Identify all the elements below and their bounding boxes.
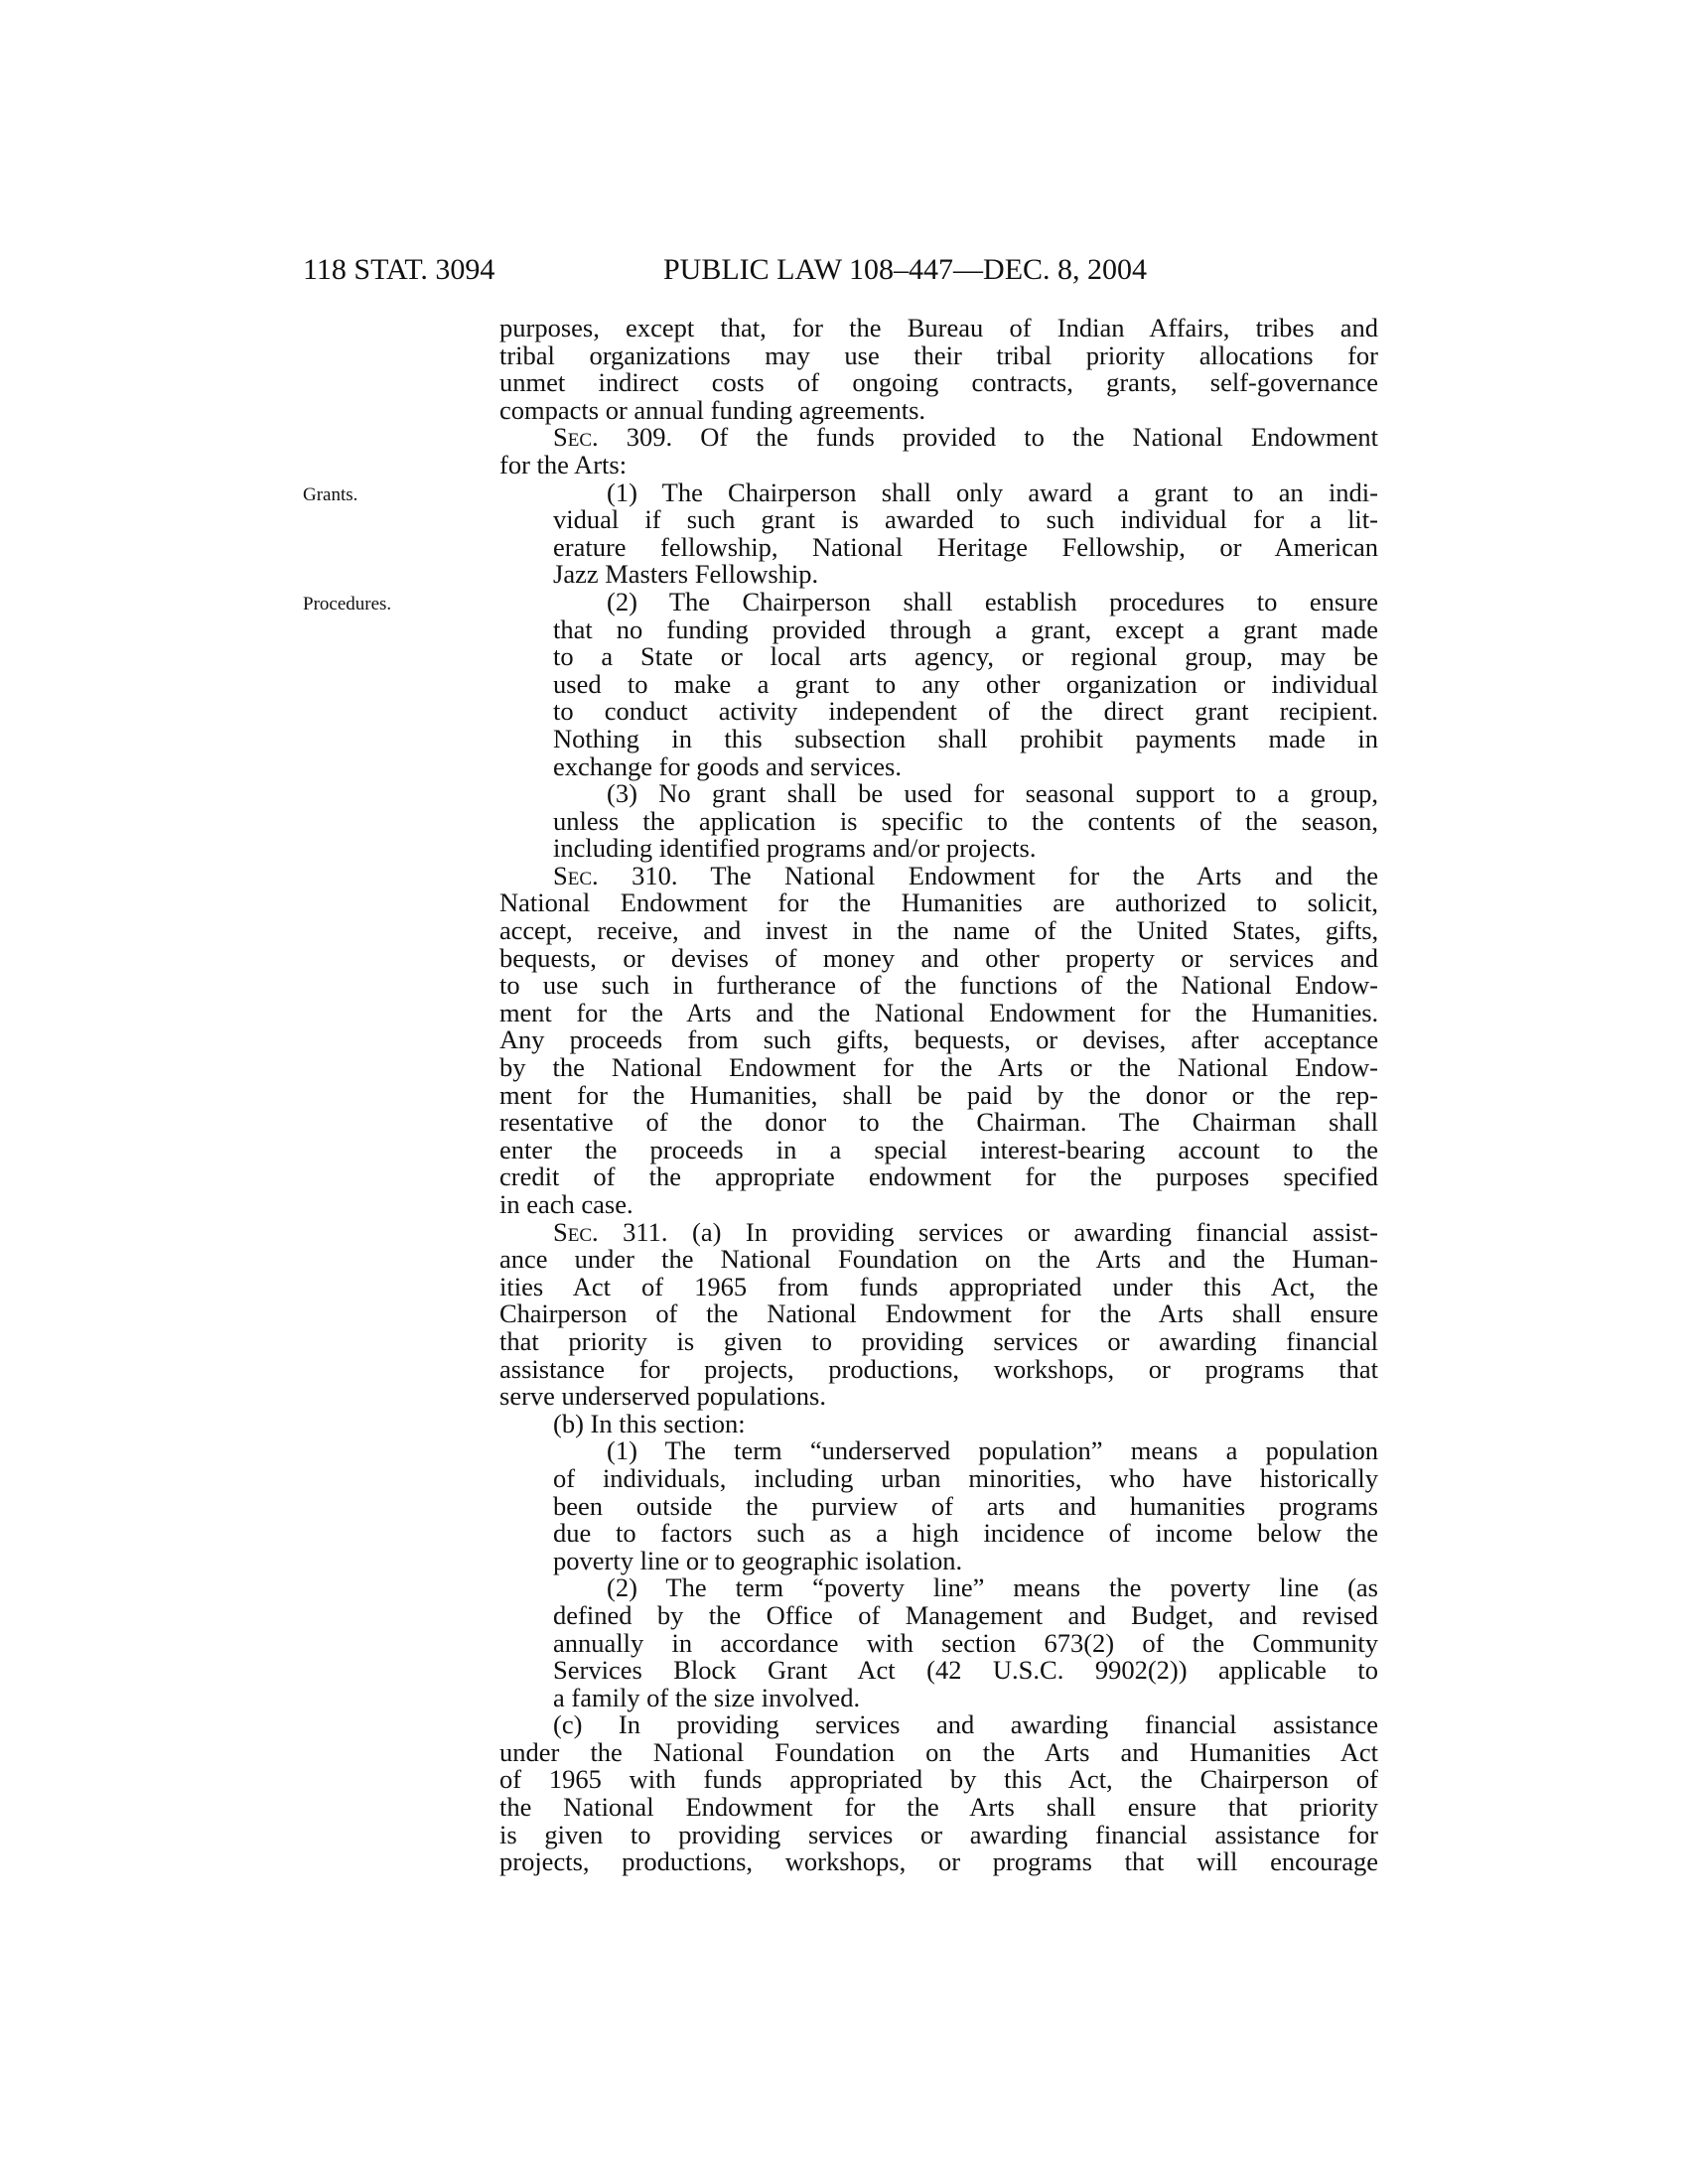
text-line: to a State or local arts agency, or regional group, may be	[553, 641, 1378, 672]
section-311-heading	[499, 1216, 1378, 1247]
text-line: annually in accordance with section 673(2) of the Community	[553, 1627, 1378, 1658]
text-line: is given to providing services or awarding financial assistance for	[499, 1819, 1378, 1849]
text-line: (1) The term “underserved population” means a population	[607, 1435, 1378, 1466]
running-head	[0, 250, 1688, 290]
text-line: been outside the purview of arts and humanities programs	[553, 1490, 1378, 1521]
text-line: (a) In providing services or awarding financial assist-	[692, 1216, 1378, 1247]
statute-page-ref: 118 STAT. 3094	[303, 253, 495, 286]
section-label: Sec. 309.	[553, 422, 673, 453]
section-label: Sec. 310.	[553, 860, 678, 890]
text-line: unless the application is specific to the contents of the season,	[553, 805, 1378, 836]
text-line: by the National Endowment for the Arts or the National Endow-	[499, 1052, 1378, 1083]
public-law-title: PUBLIC LAW 108–447—DEC. 8, 2004	[663, 253, 1148, 286]
text-line: that no funding provided through a grant, except a grant made	[553, 614, 1378, 644]
text-line: projects, productions, workshops, or programs that will encourage	[499, 1846, 1378, 1877]
text-line: under the National Foundation on the Arts and Humanities Act	[499, 1736, 1378, 1767]
statute-body	[499, 315, 1378, 1876]
text-line: (2) The term “poverty line” means the poverty line (as	[607, 1572, 1378, 1603]
text-line: the National Endowment for the Arts shall ensure that priority	[499, 1792, 1378, 1823]
text-line: purposes, except that, for the Bureau of Indian Affairs, tribes and	[499, 313, 1378, 342]
text-line: ance under the National Foundation on the Arts and the Human-	[499, 1244, 1378, 1275]
text-line: (1) The Chairperson shall only award a grant to an indi-	[607, 477, 1378, 507]
text-line: to conduct activity independent of the direct grant recipient.	[553, 696, 1378, 727]
text-line: to use such in furtherance of the functions of the National Endow-	[499, 970, 1378, 1001]
text-line: poverty line or to geographic isolation.	[553, 1545, 963, 1575]
text-line: in each case.	[499, 1189, 633, 1219]
text-line: compacts or annual funding agreements.	[499, 394, 926, 425]
section-309-heading	[499, 424, 1378, 452]
text-line: that priority is given to providing services or awarding financial	[499, 1325, 1378, 1356]
text-line: used to make a grant to any other organization or individual	[553, 668, 1378, 699]
text-line: Jazz Masters Fellowship.	[553, 559, 819, 590]
margin-note-grants: Grants.	[303, 484, 358, 505]
text-line: Chairperson of the National Endowment for the Arts shall ensure	[499, 1298, 1378, 1329]
text-line: including identified programs and/or projects.	[553, 833, 1037, 864]
text-line: ities Act of 1965 from funds appropriated under this Act, the	[499, 1271, 1378, 1301]
text-line: resentative of the donor to the Chairman. The Chairman shall	[499, 1107, 1378, 1138]
section-310-heading	[499, 860, 1378, 890]
text-line: unmet indirect costs of ongoing contracts, grants, self-governance	[499, 367, 1378, 398]
text-line: (3) No grant shall be used for seasonal support to a group,	[607, 778, 1378, 809]
text-line: tribal organizations may use their tribal priority allocations for	[499, 340, 1378, 370]
text-line: of individuals, including urban minorities, who have historically	[553, 1462, 1378, 1493]
text-line: vidual if such grant is awarded to such individual for a lit-	[553, 504, 1378, 535]
text-line: Any proceeds from such gifts, bequests, or devises, after acceptance	[499, 1024, 1378, 1055]
text-line: a family of the size involved.	[553, 1682, 861, 1712]
text-line: bequests, or devises of money and other property or services and	[499, 942, 1378, 973]
text-line: assistance for projects, productions, workshops, or programs that	[499, 1353, 1378, 1384]
text-line: ment for the Humanities, shall be paid by the donor or the rep-	[499, 1079, 1378, 1110]
text-line: defined by the Office of Management and Budget, and revised	[553, 1599, 1378, 1630]
text-line: erature fellowship, National Heritage Fellowship, or American	[553, 531, 1378, 562]
text-line: enter the proceeds in a special interest-bearing account to the	[499, 1134, 1378, 1164]
text-line: Of the funds provided to the National Endowment	[700, 422, 1378, 453]
text-line: ment for the Arts and the National Endowment for the Humanities.	[499, 997, 1378, 1027]
text-line: serve underserved populations.	[499, 1381, 826, 1412]
section-label: Sec. 311.	[553, 1216, 668, 1247]
text-line: for the Arts:	[499, 449, 628, 479]
text-line: (c) In providing services and awarding financial assistance	[553, 1709, 1378, 1740]
margin-note-procedures: Procedures.	[303, 594, 392, 614]
text-line: National Endowment for the Humanities are authorized to solicit,	[499, 887, 1378, 918]
text-line: accept, receive, and invest in the name of the United States, gifts,	[499, 915, 1378, 946]
text-line: Services Block Grant Act (42 U.S.C. 9902(2)) applicable to	[553, 1655, 1378, 1686]
text-line: The National Endowment for the Arts and the	[710, 860, 1378, 890]
text-line: exchange for goods and services.	[553, 751, 902, 781]
text-line: (b) In this section:	[553, 1408, 746, 1438]
text-line: credit of the appropriate endowment for the purposes specified	[499, 1161, 1378, 1192]
text-line: (2) The Chairperson shall establish procedures to ensure	[607, 586, 1378, 616]
text-line: Nothing in this subsection shall prohibit payments made in	[553, 723, 1378, 753]
text-line: due to factors such as a high incidence of income below the	[553, 1518, 1378, 1549]
text-line: of 1965 with funds appropriated by this Act, the Chairperson of	[499, 1764, 1378, 1795]
